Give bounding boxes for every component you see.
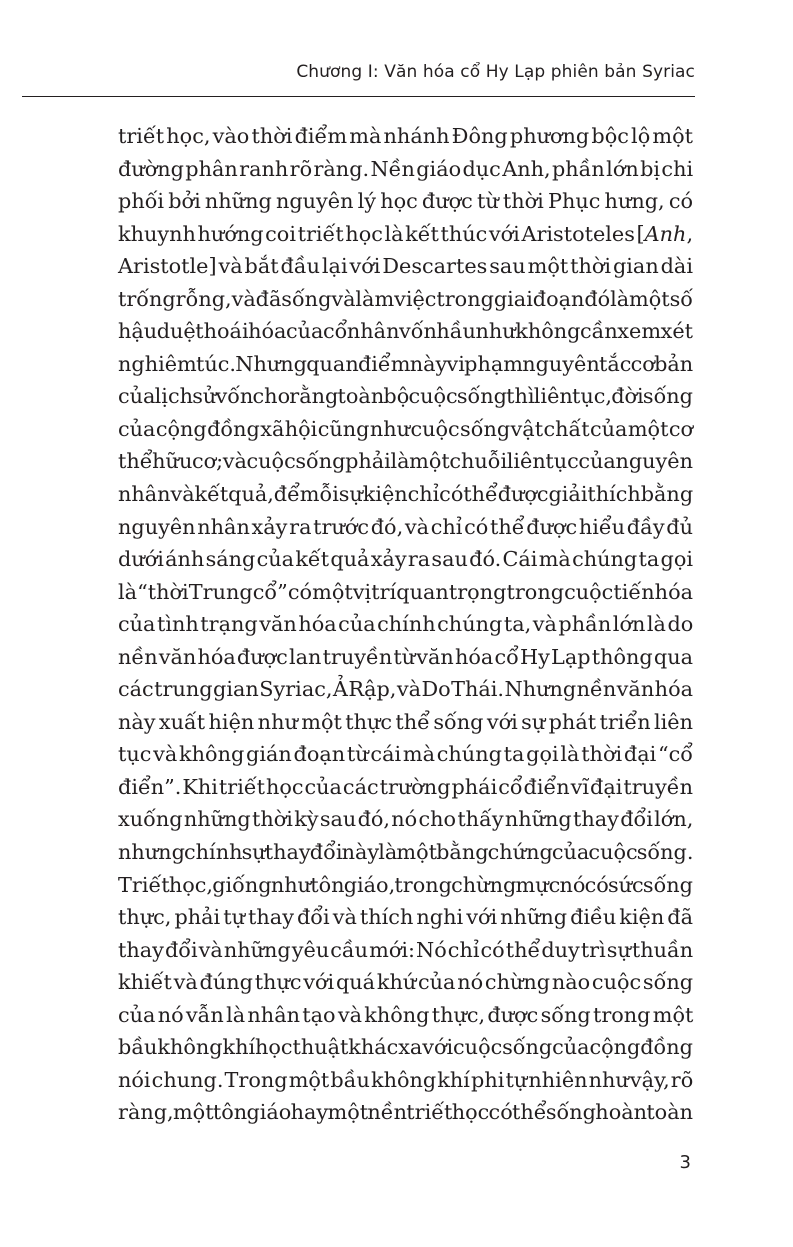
text-line: đường phân ranh rõ ràng. Nền giáo dục Anh, phần lớn bị chi bbox=[118, 156, 694, 181]
text-line: Triết học, giống như tôn giáo, trong chừng mực nó có sức sống bbox=[118, 872, 693, 897]
text-line: khuynh hướng coi triết học là kết thúc với Aristoteles [Anh, bbox=[118, 221, 694, 246]
text-line: thực, phải tự thay đổi và thích nghi với những điều kiện đã bbox=[118, 905, 693, 930]
text-line: này xuất hiện như một thực thể sống với sự phát triển liên bbox=[118, 709, 693, 734]
text-line: nền văn hóa được lan truyền từ văn hóa cổ Hy Lạp thông qua bbox=[118, 644, 693, 669]
text-line: của nó vẫn là nhân tạo và không thực, được sống trong một bbox=[118, 1002, 694, 1027]
text-line: nguyên nhân xảy ra trước đó, và chỉ có thể được hiểu đầy đủ bbox=[118, 514, 693, 539]
text-line: phối bởi những nguyên lý học được từ thời Phục hưng, có bbox=[118, 189, 693, 214]
text-line: Aristotle] và bắt đầu lại với Descartes sau một thời gian dài bbox=[118, 254, 693, 279]
header-rule bbox=[22, 96, 695, 97]
text-line: bầu không khí học thuật khác xa với cuộc sống của cộng đồng bbox=[118, 1035, 693, 1060]
text-line: thay đổi và những yêu cầu mới: Nó chỉ có thể duy trì sự thuần bbox=[118, 937, 694, 962]
text-line: của tình trạng văn hóa của chính chúng ta, và phần lớn là do bbox=[118, 612, 694, 637]
text-line: là “thời Trung cổ” có một vị trí quan trọng trong cuộc tiến hóa bbox=[118, 579, 693, 604]
running-header: Chương I: Văn hóa cổ Hy Lạp phiên bản Syriac bbox=[296, 62, 695, 82]
text-line: nghiêm túc. Nhưng quan điểm này vi phạm nguyên tắc cơ bản bbox=[118, 351, 694, 376]
text-line: thể hữu cơ; và cuộc sống phải là một chuỗi liên tục của nguyên bbox=[118, 449, 693, 474]
text-line: của lịch sử vốn cho rằng toàn bộ cuộc sống thì liên tục, đời sống bbox=[118, 384, 693, 409]
text-line: dưới ánh sáng của kết quả xảy ra sau đó. Cái mà chúng ta gọi bbox=[118, 547, 693, 572]
text-line: trống rỗng, và đã sống và làm việc trong giai đoạn đó là một số bbox=[118, 286, 693, 311]
text-line: xuống những thời kỳ sau đó, nó cho thấy những thay đổi lớn, bbox=[118, 807, 694, 832]
text-line: nói chung. Trong một bầu không khí phi tự nhiên như vậy, rõ bbox=[118, 1067, 694, 1092]
text-line: nhưng chính sự thay đổi này là một bằng chứng của cuộc sống. bbox=[118, 840, 694, 865]
text-line: của cộng đồng xã hội cũng như cuộc sống vật chất của một cơ bbox=[118, 416, 693, 441]
text-line: các trung gian Syriac, Ả Rập, và Do Thái. Nhưng nền văn hóa bbox=[118, 677, 693, 702]
text-line: hậu duệ thoái hóa của cổ nhân vốn hầu như không cần xem xét bbox=[118, 319, 693, 344]
text-line: điển”. Khi triết học của các trường phái cổ điển vĩ đại truyền bbox=[118, 774, 693, 799]
text-line: khiết và đúng thực với quá khứ của nó chừng nào cuộc sống bbox=[118, 970, 694, 995]
text-line: tục và không gián đoạn từ cái mà chúng ta gọi là thời đại “cổ bbox=[118, 742, 693, 767]
page-number: 3 bbox=[679, 1152, 691, 1173]
body-text bbox=[118, 120, 693, 1129]
text-line: triết học, vào thời điểm mà nhánh Đông phương bộc lộ một bbox=[118, 124, 693, 148]
text-line: nhân và kết quả, để mỗi sự kiện chỉ có thể được giải thích bằng bbox=[118, 482, 694, 507]
text-line: ràng, một tôn giáo hay một nền triết học có thể sống hoàn toàn bbox=[118, 1100, 693, 1125]
